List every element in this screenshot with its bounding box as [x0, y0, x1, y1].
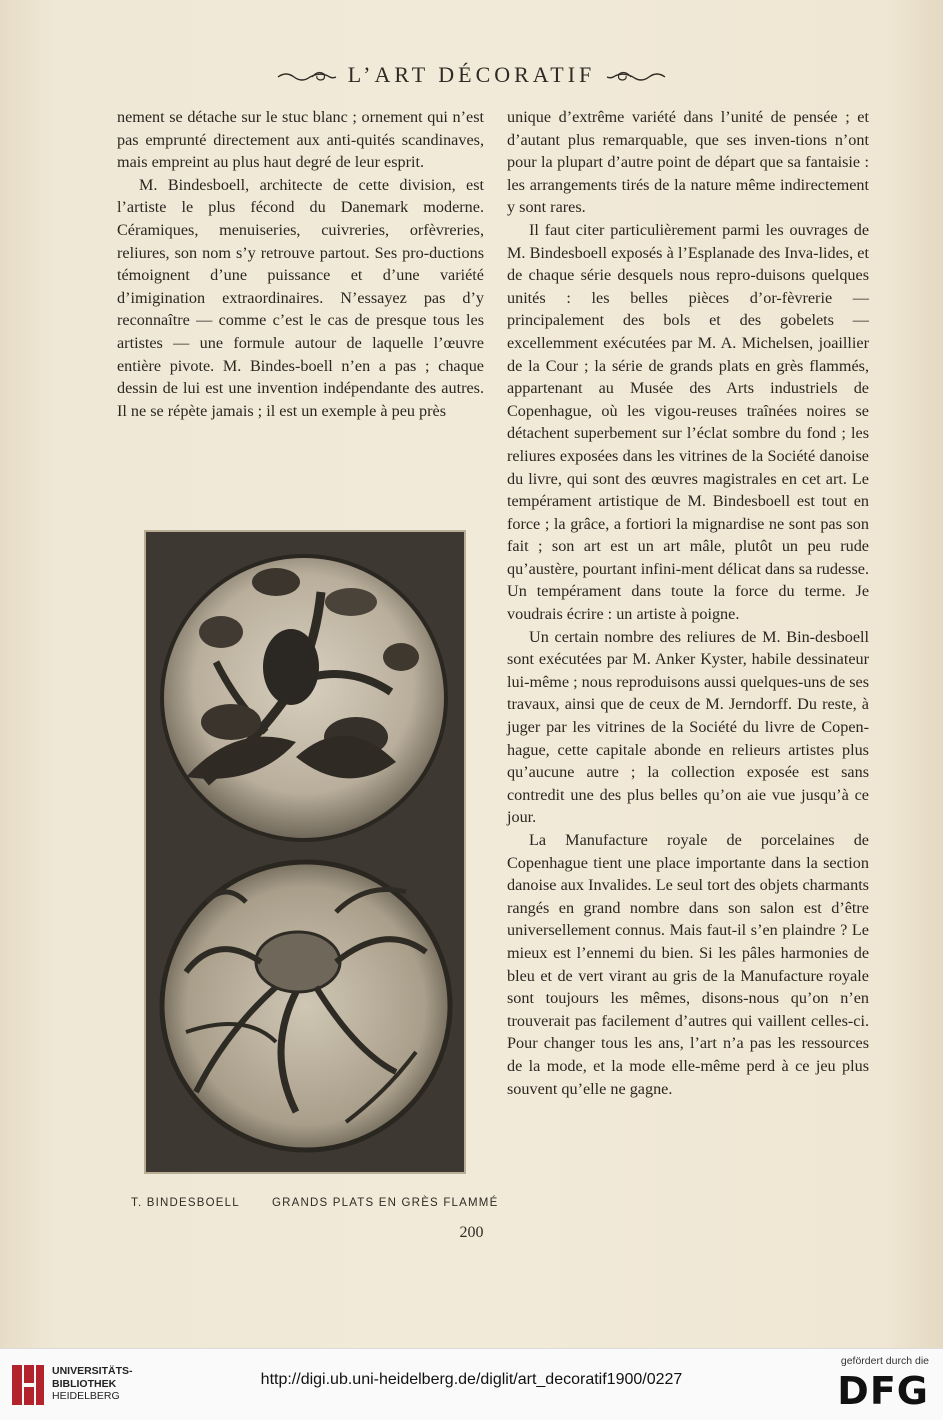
funding-label: gefördert durch die	[840, 1355, 929, 1367]
page-number: 200	[459, 1224, 484, 1241]
right-ornament-icon	[605, 69, 667, 85]
source-url-link[interactable]: http://digi.ub.uni-heidelberg.de/diglit/art_decoratif1900/0227	[260, 1371, 683, 1388]
figure-caption-title: GRANDS PLATS EN GRÈS FLAMMÉ	[272, 1197, 499, 1209]
paragraph: unique d’extrême variété dans l’unité de pensée ; et d’autant plus remarquable, que ses inven-tions n’ont pour la plupart d’autre point de départ que sa fantaisie : les arrangements tirés de la nature même indirectement y sont rares.	[507, 108, 869, 217]
right-text-column	[507, 106, 869, 1100]
stoneware-plates-image	[146, 532, 464, 1172]
left-text-column	[117, 106, 484, 422]
left-ornament-icon	[276, 69, 338, 85]
digitization-footer	[0, 1348, 943, 1420]
paragraph: M. Bindesboell, architecte de cette division, est l’artiste le plus fécond du Danemark moderne. Céramiques, menuiseries, cuivreries, orfèvreries, reliures, son nom s’y retrouve partout. Ses pro-ductions témoignent d’une puissance et d’une variété d’imigination extraordinaires. N’essayez pas d’y reconnaître — comme c’est le cas de presque tous les artistes — une formule autour de laquelle l’œuvre entière pivote. M. Bindes-boell n’en a pas ; chaque dessin de lui est une invention indépendante des autres. Il ne se répète jamais ; il est un exemple à peu près	[117, 175, 484, 420]
dfg-logo: DFG	[837, 1369, 929, 1413]
running-head	[0, 62, 943, 88]
paragraph: La Manufacture royale de porcelaines de Copenhague tient une place importante dans la section danoise aux Invalides. Le seul tort des objets charmants rangés en grand nombre dans son salon est d’être universellement connus. Mais faut-il s’en plaindre ? Le mieux est l’ennemi du bien. Si les pâles harmonies de bleu et de vert virant au gris de la Manufacture royale sont toujours les mêmes, disons-nous qu’on n’en trouverait pas facilement d’autres qui vaillent celles-ci. Pour changer tous les ans, l’art n’a pas les ressources de la mode, et la mode elle-même perd à ce jeu plus souvent qu’elle ne gagne.	[507, 831, 869, 1098]
paragraph: Un certain nombre des reliures de M. Bin-desboell sont exécutées par M. Anker Kyster, habile dessinateur lui-même ; nous reproduisons aussi quelques-uns de ses travaux, ainsi que de ceux de M. Jerndorff. Du reste, à juger par les vitrines de la Société du livre de Copen-hague, cette capitale abonde en relieurs artistes plus qu’aucune autre ; la collection exposée est sans contredit une des plus belles qu’on aie vue jusqu’à ce jour.	[507, 627, 869, 827]
library-name: UNIVERSITÄTS- BIBLIOTHEK HEIDELBERG	[52, 1365, 133, 1402]
running-title: L’ART DÉCORATIF	[347, 62, 596, 87]
lower-plate	[162, 862, 450, 1150]
paragraph: Il faut citer particulièrement parmi les ouvrages de M. Bindesboell exposés à l’Esplanade des Inva-lides, et de chaque série desquels nous repro-duisons quelques unités : les belles pièces d’or-fèvrerie — principalement des bols et des gobelets — excellemment exécutées par M. A. Michelsen, joaillier de la Cour ; la série de grands plats en grès flammés, appartenant au Musée des Arts industriels de Copenhague, où les vigou-reuses traînées noires se détachent superbement sur l’éclat sombre du fond ; les reliures exposées dans les vitrines de la Société danoise du livre, qui sont des œuvres magistrales en cet art. Le tempérament artistique de M. Bindesboell est tout en force ; la grâce, a fortiori la mignardise ne sont pas son fait ; son art est un art mâle, plutôt un peu rude qu’austère, pourtant infini-ment délicat dans sa rudesse. Un tempérament dans toute la force du terme. Je voudrais écrire : un artiste à poigne.	[507, 220, 869, 624]
figure-caption-artist: T. BINDESBOELL	[131, 1197, 240, 1209]
upper-plate	[162, 556, 446, 840]
paragraph: nement se détache sur le stuc blanc ; ornement qui n’est pas emprunté directement aux anti-quités scandinaves, mais empreint au plus haut degré de leur esprit.	[117, 108, 484, 172]
photo-plate	[144, 530, 466, 1174]
